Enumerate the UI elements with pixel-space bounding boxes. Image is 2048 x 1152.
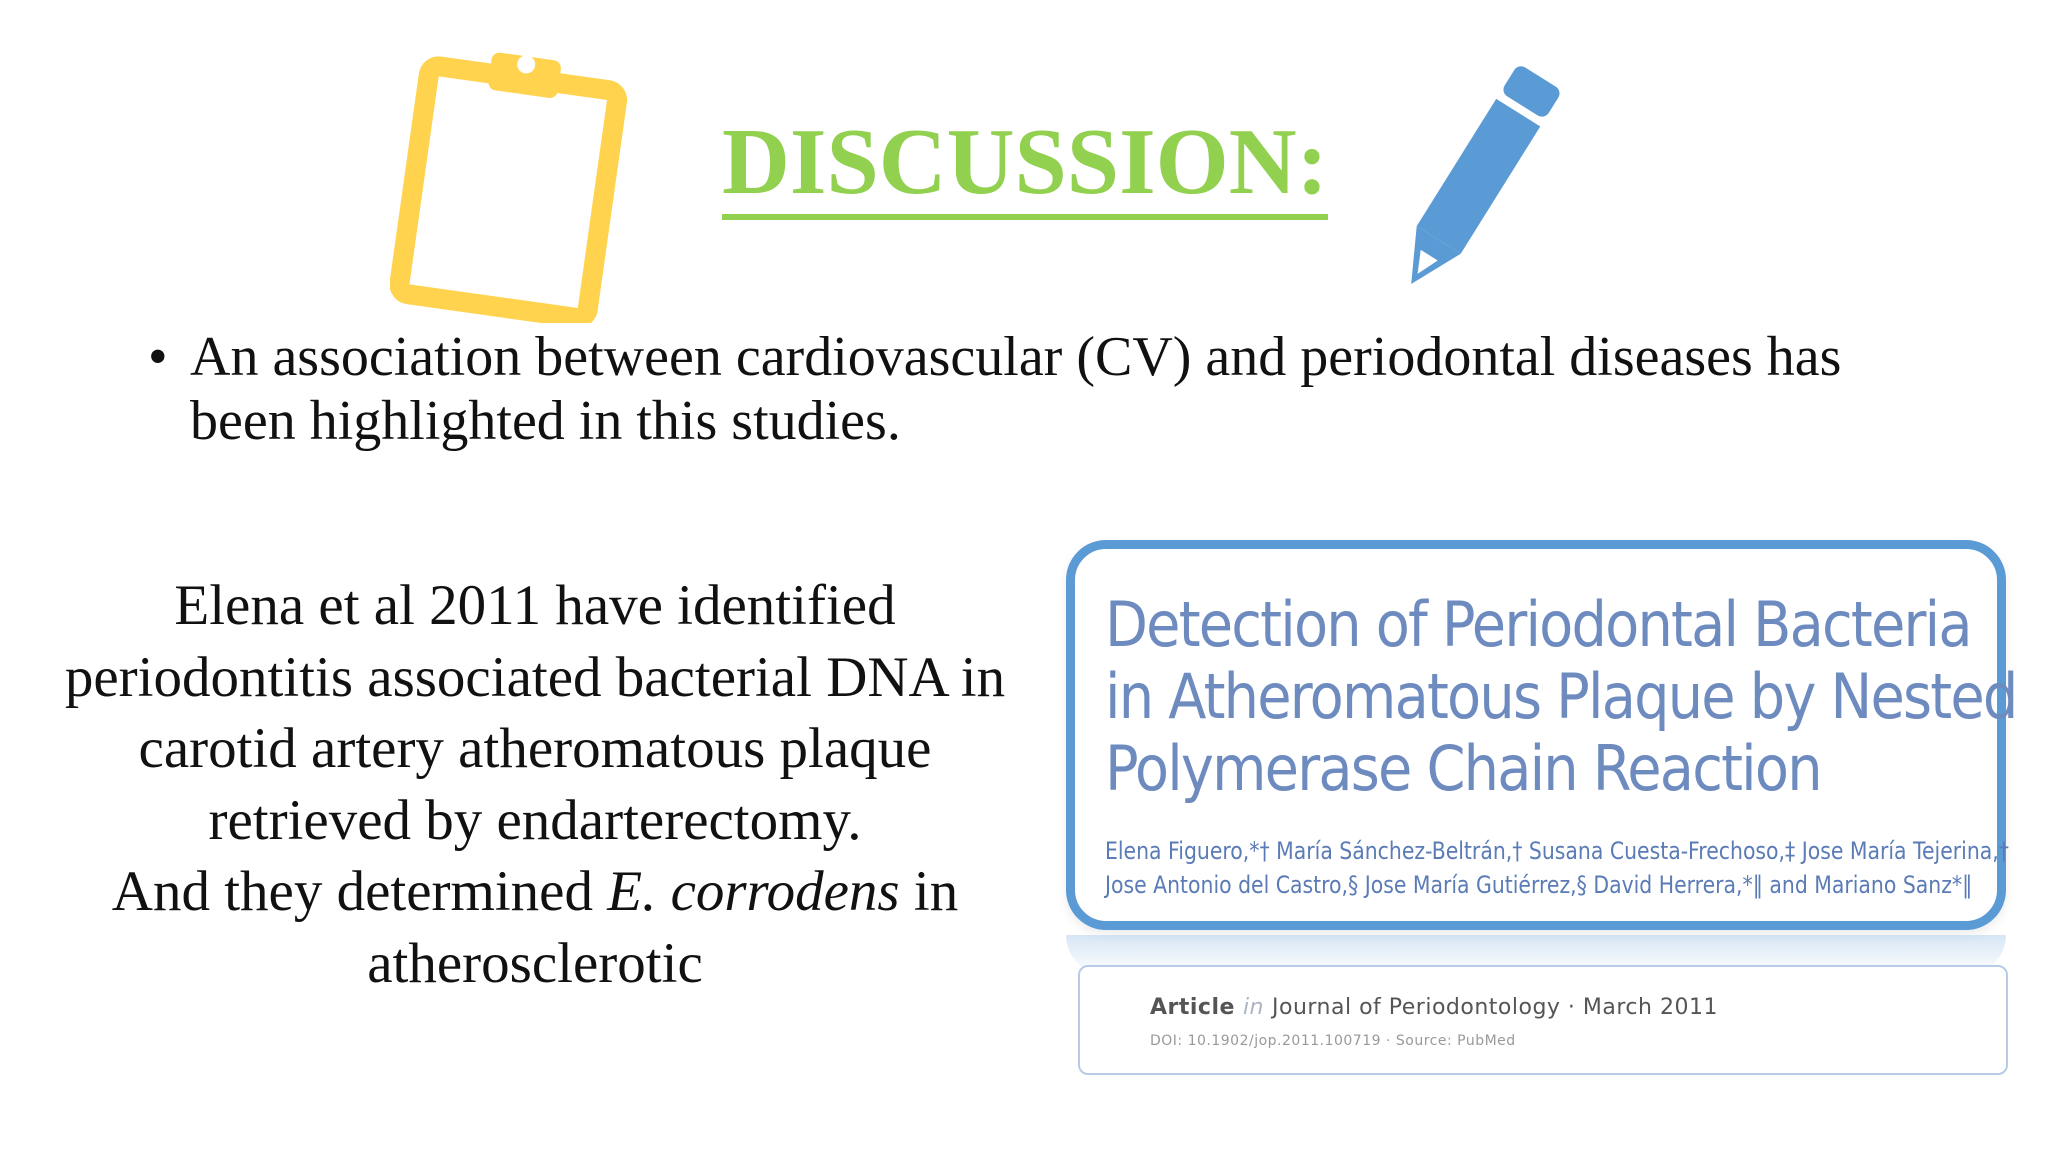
paper-title-card (1066, 540, 2017, 930)
summary-line: atherosclerotic (367, 931, 703, 995)
article-type: Article (1150, 995, 1235, 1020)
summary-line: Elena et al 2011 have identified (174, 574, 896, 637)
slide-title: DISCUSSION: (722, 112, 1328, 220)
authors-line: Jose Antonio del Castro,§ Jose María Gutiérrez,§ David Herrera,*‖ and Mariano Sanz*‖ (1105, 871, 1973, 899)
summary-line: retrieved by endarterectomy. (208, 788, 862, 852)
study-summary-paragraph (20, 570, 1050, 999)
paper-title (1105, 588, 2017, 805)
summary-line: periodontitis associated bacterial DNA in (64, 645, 1006, 709)
bullet-text: An association between cardiovascular (CV) and periodontal diseases has been highlighted in this studies. (190, 326, 1842, 452)
summary-text: And they determined (111, 860, 608, 923)
summary-line: carotid artery atheromatous plaque (138, 717, 932, 780)
clipboard-icon (390, 38, 640, 323)
authors-line: Elena Figuero,*† María Sánchez-Beltrán,† Susana Cuesta-Frechoso,‡ Jose María Tejerina,† (1105, 837, 2009, 865)
pencil-icon (1390, 50, 1560, 310)
article-journal: Journal of Periodontology · March 2011 (1272, 995, 1718, 1020)
paper-authors (1105, 834, 2009, 902)
summary-line (20, 856, 1050, 928)
article-citation (1150, 995, 1718, 1020)
bullet-marker: • (148, 326, 168, 388)
bullet-point (148, 325, 1908, 453)
article-in: in (1242, 995, 1264, 1020)
species-name: E. corrodens (607, 860, 900, 923)
paper-title-line: in Atheromatous Plaque by Nested (1105, 660, 2017, 733)
paper-title-line: Polymerase Chain Reaction (1105, 732, 1821, 805)
article-doi: DOI: 10.1902/jop.2011.100719 · Source: PubMed (1150, 1033, 1516, 1049)
summary-text: in (899, 860, 959, 923)
paper-title-line: Detection of Periodontal Bacteria (1105, 588, 1971, 661)
article-info-box (1078, 965, 2008, 1075)
